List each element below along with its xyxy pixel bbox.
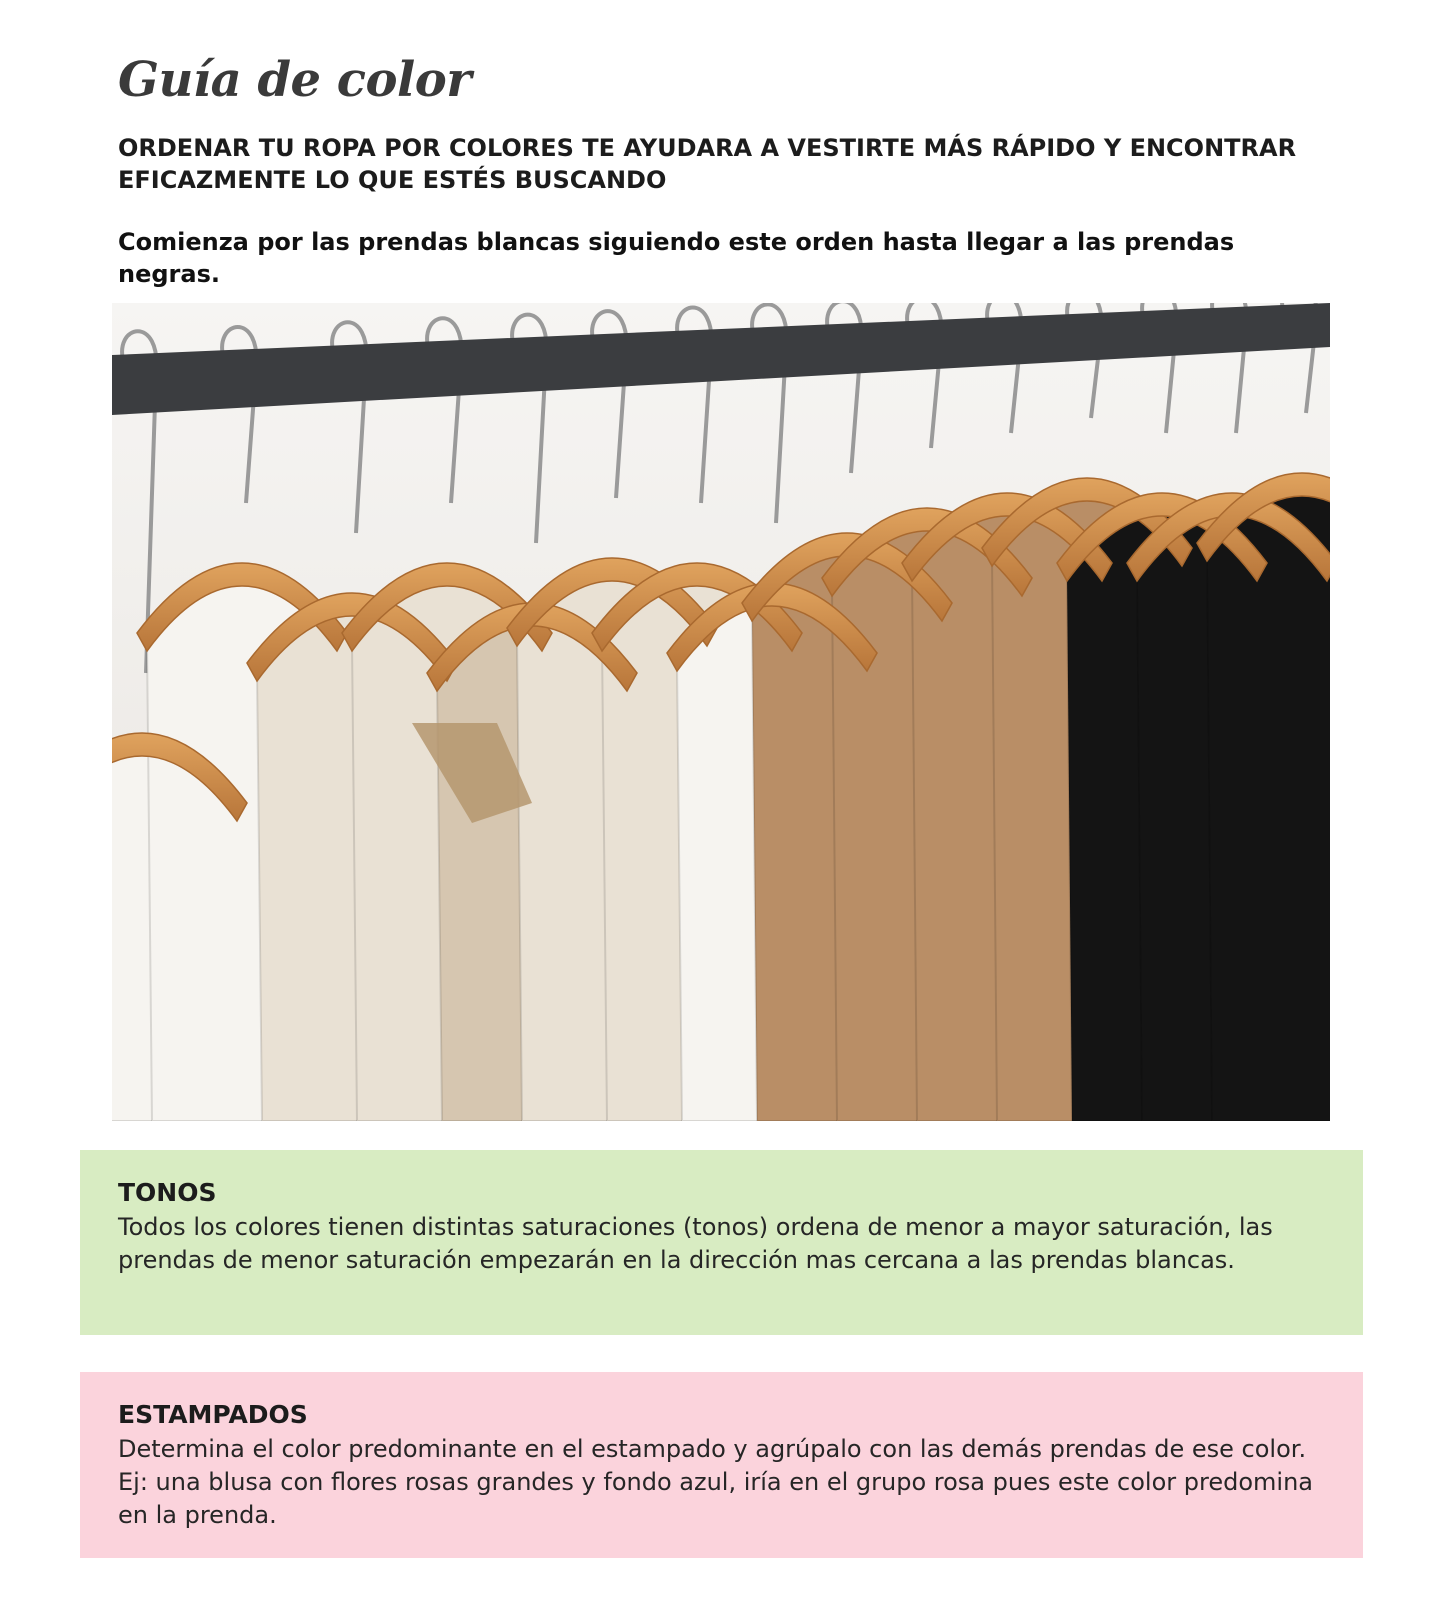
estampados-section (80, 1372, 1363, 1558)
tonos-section (80, 1150, 1363, 1335)
intro-text: Comienza por las prendas blancas siguiendo este orden hasta llegar a las prendas negras. (118, 228, 1235, 288)
page-subtitle: ORDENAR TU ROPA POR COLORES TE AYUDARA A VESTIRTE MÁS RÁPIDO Y ENCONTRAR EFICAZMENTE LO QUE ESTÉS BUSCANDO (118, 134, 1297, 194)
estampados-heading: ESTAMPADOS (118, 1400, 308, 1429)
garment-15 (1207, 493, 1330, 1121)
tonos-body: Todos los colores tienen distintas saturaciones (tonos) ordena de menor a mayor saturación, las prendas de menor saturación empezarán en la dirección mas cercana a las prendas blancas. (118, 1213, 1273, 1274)
clothes-rack-photo (112, 303, 1330, 1121)
tonos-heading: TONOS (118, 1178, 217, 1207)
estampados-body: Determina el color predominante en el estampado y agrúpalo con las demás prendas de ese color. Ej: una blusa con flores rosas grandes y fondo azul, iría en el grupo rosa pues este color predomina en la prenda. (118, 1435, 1313, 1529)
page-title: Guía de color (118, 52, 472, 108)
